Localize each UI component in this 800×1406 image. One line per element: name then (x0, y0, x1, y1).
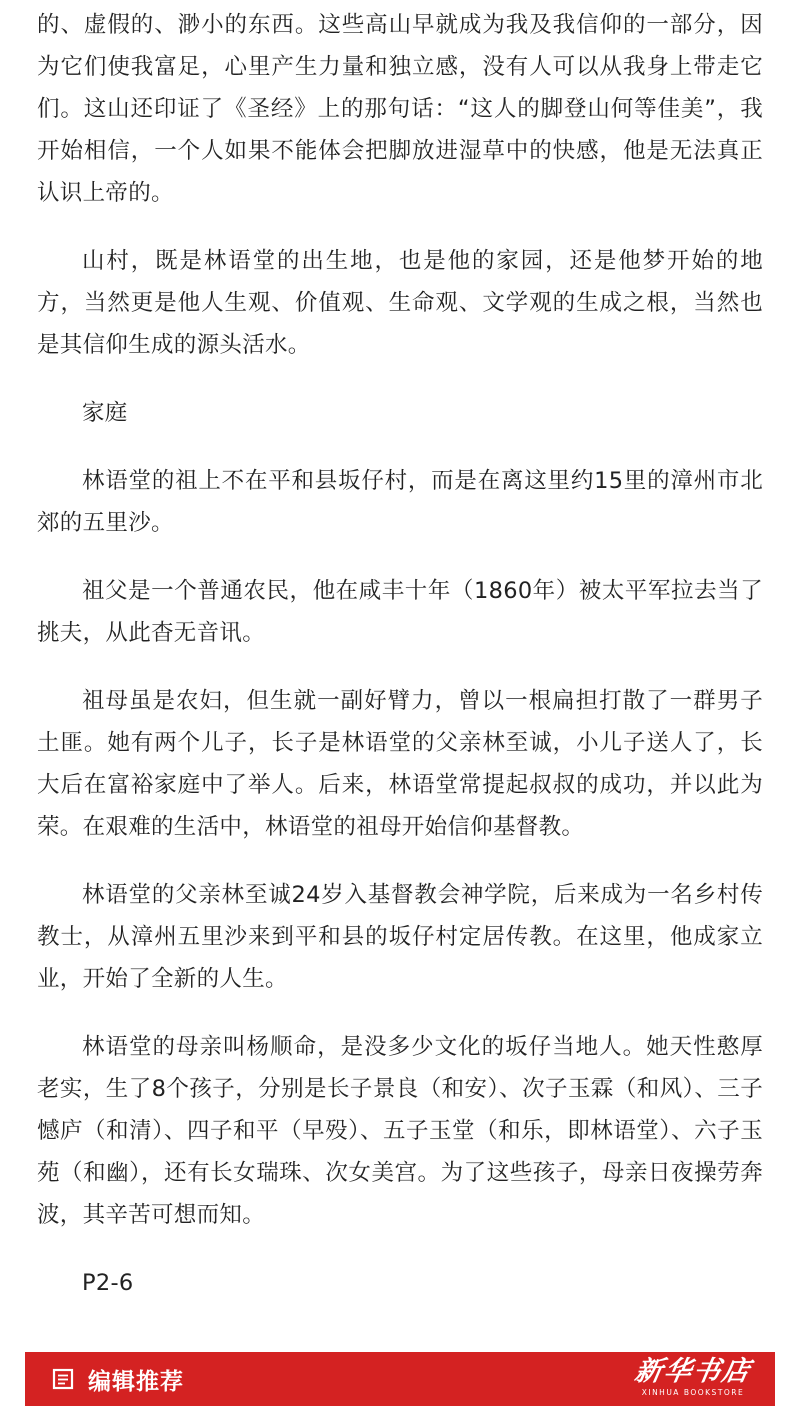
xinhua-bookstore-logo (633, 1356, 753, 1402)
article-body (37, 4, 763, 1330)
editor-recommendation-bar (25, 1352, 775, 1406)
paragraph: 山村，既是林语堂的出生地，也是他的家园，还是他梦开始的地方，当然更是他人生观、价值观、生命观、文学观的生成之根，当然也是其信仰生成的源头活水。 (37, 248, 763, 358)
paragraph: 林语堂的祖上不在平和县坂仔村，而是在离这里约15里的漳州市北郊的五里沙。 (37, 468, 763, 536)
paragraph: 的、虚假的、渺小的东西。这些高山早就成为我及我信仰的一部分，因为它们使我富足，心里产生力量和独立感，没有人可以从我身上带走它们。这山还印证了《圣经》上的那句话：“这人的脚登山何等佳美”，我开始相信，一个人如果不能体会把脚放进湿草中的快感，他是无法真正认识上帝的。 (37, 12, 763, 206)
paragraph: 祖母虽是农妇，但生就一副好臂力，曾以一根扁担打散了一群男子土匪。她有两个儿子，长子是林语堂的父亲林至诚，小儿子送人了，长大后在富裕家庭中了举人。后来，林语堂常提起叔叔的成功，并以此为荣。在艰难的生活中，林语堂的祖母开始信仰基督教。 (37, 688, 763, 840)
paragraph: 祖父是一个普通农民，他在咸丰十年（1860年）被太平军拉去当了挑夫，从此杳无音讯。 (37, 578, 763, 646)
section-heading: 家庭 (82, 400, 128, 426)
footer-label: 编辑推荐 (88, 1368, 184, 1395)
paragraph: 林语堂的母亲叫杨顺命，是没多少文化的坂仔当地人。她天性憨厚老实，生了8个孩子，分别是长子景良（和安）、次子玉霖（和风）、三子憾庐（和清）、四子和平（早殁）、五子玉堂（和乐，即林语堂）、六子玉苑（和幽），还有长女瑞珠、次女美宫。为了这些孩子，母亲日夜操劳奔波，其辛苦可想而知。 (37, 1034, 763, 1228)
paragraph: 林语堂的父亲林至诚24岁入基督教会神学院，后来成为一名乡村传教士，从漳州五里沙来到平和县的坂仔村定居传教。在这里，他成家立业，开始了全新的人生。 (37, 882, 763, 992)
book-icon (52, 1368, 74, 1390)
logo-subtext: XINHUA BOOKSTORE (641, 1388, 745, 1397)
page-reference: P2-6 (82, 1270, 134, 1296)
logo-text: 新华书店 (632, 1356, 754, 1387)
